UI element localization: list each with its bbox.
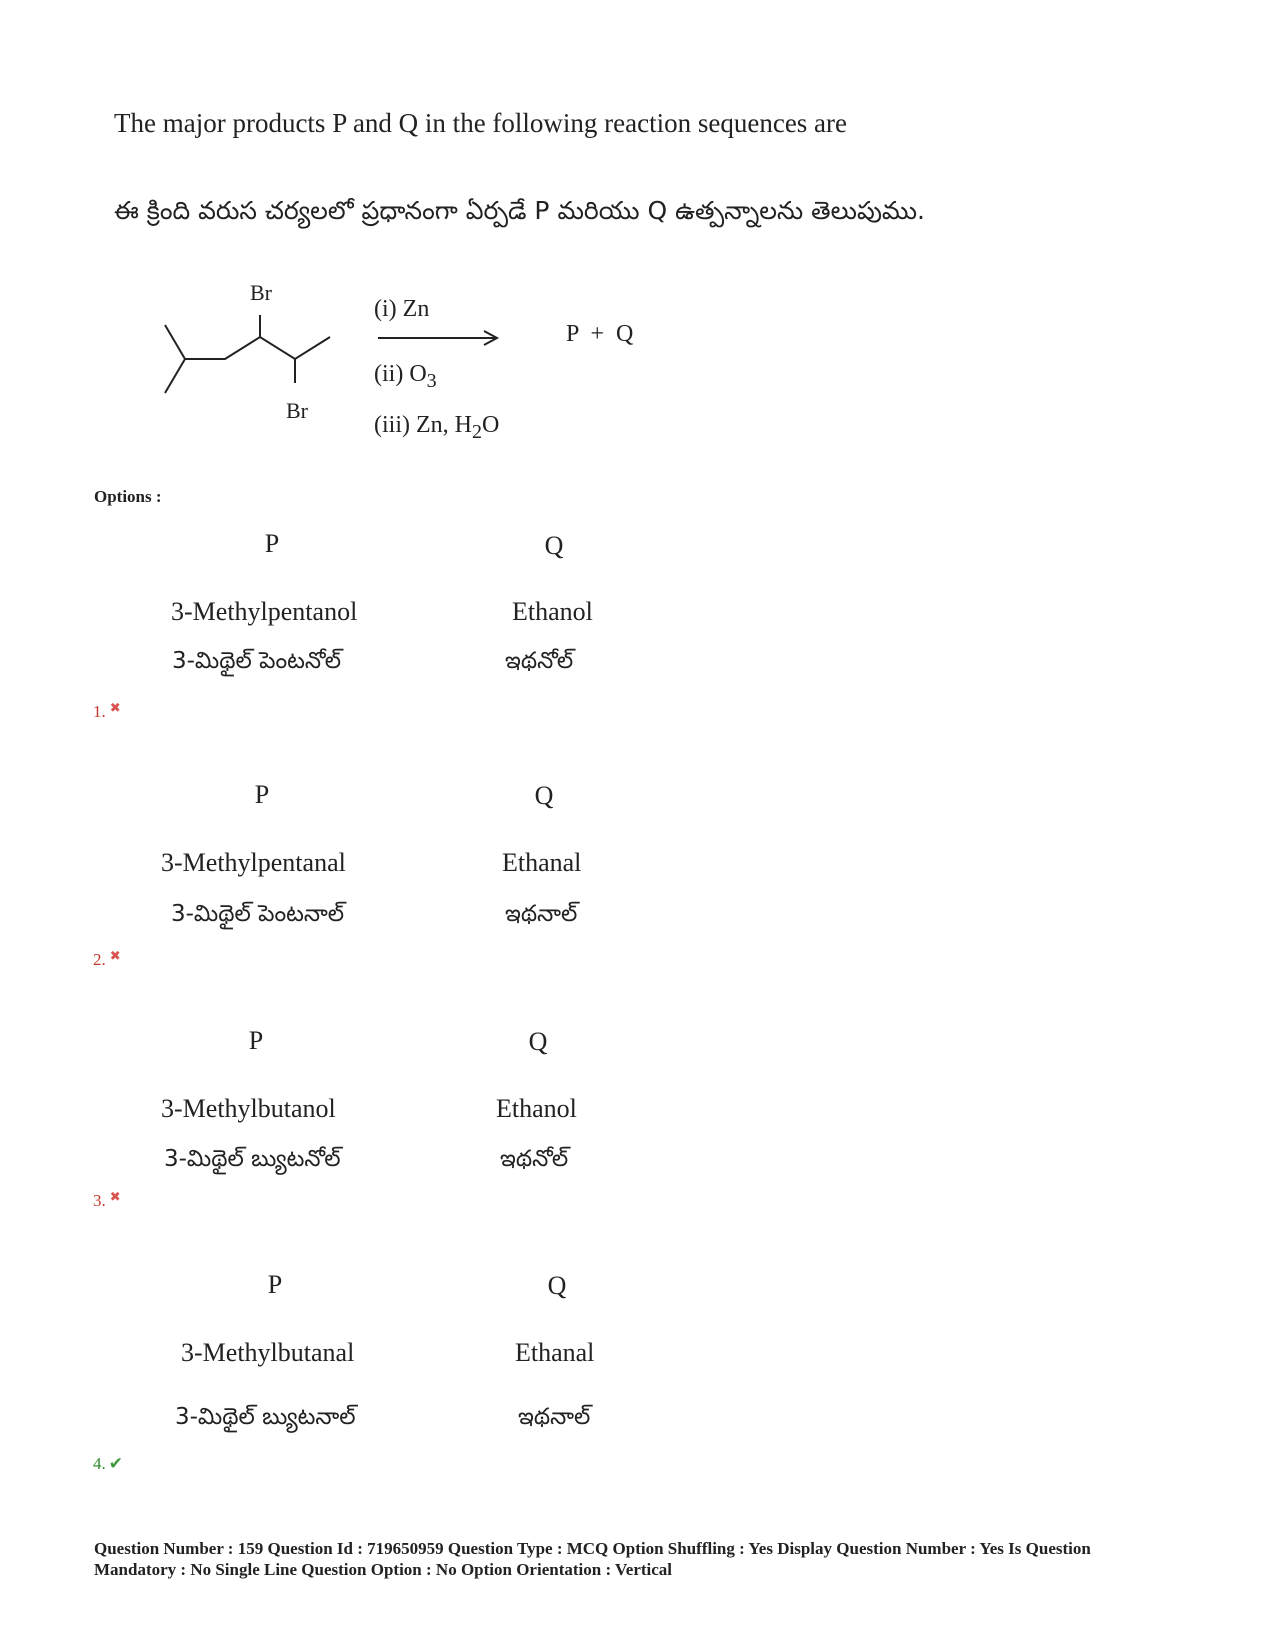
reaction-arrow bbox=[376, 328, 501, 348]
option-number: 2. ✖ bbox=[93, 948, 121, 969]
bromine-label-bottom: Br bbox=[286, 398, 308, 423]
reagent-step-2: (ii) $O_3$ bbox=[374, 361, 437, 392]
option-p-telugu: 3-మిథైల్ బ్యుటనాల్ bbox=[175, 1404, 356, 1430]
option-q-english: Ethanol bbox=[496, 1094, 577, 1123]
cross-icon: ✖ bbox=[109, 1189, 121, 1204]
option-p-header: P bbox=[267, 1270, 283, 1299]
option-number: 3. ✖ bbox=[93, 1189, 121, 1210]
reactant-structure bbox=[155, 315, 335, 405]
option-q-english: Ethanal bbox=[515, 1338, 595, 1367]
option-number: 4. ✔ bbox=[93, 1454, 123, 1473]
reagent-step-3: (iii) Zn, $H_2O$ bbox=[374, 412, 500, 443]
bromine-label-top: Br bbox=[250, 280, 272, 305]
option-p-telugu: 3-మిథైల్ బ్యుటనోల్ bbox=[164, 1146, 341, 1172]
cross-icon: ✖ bbox=[109, 948, 121, 963]
reagent-step-1: (i) Zn bbox=[374, 296, 430, 322]
option-q-telugu: ఇథనాల్ bbox=[518, 1404, 591, 1430]
option-p-header: P bbox=[254, 780, 270, 809]
option-q-english: Ethanol bbox=[512, 597, 593, 626]
option-p-english: 3-Methylpentanal bbox=[161, 848, 346, 877]
metadata-line-2: Mandatory : No Single Line Question Option : No Option Orientation : Vertical bbox=[94, 1560, 673, 1579]
option-p-header: P bbox=[264, 529, 280, 558]
checkmark-icon: ✔ bbox=[108, 1454, 123, 1473]
option-p-english: 3-Methylbutanol bbox=[161, 1094, 336, 1123]
metadata-line-1: Question Number : 159 Question Id : 719650959 Question Type : MCQ Option Shuffling : Yes Display Question Number : Yes Is Question bbox=[94, 1539, 1091, 1558]
option-q-header: Q bbox=[534, 781, 554, 810]
question-text-english: The major products P and Q in the following reaction sequences are bbox=[114, 108, 848, 138]
option-p-english: 3-Methylbutanal bbox=[181, 1338, 355, 1367]
option-q-header: Q bbox=[528, 1027, 548, 1056]
option-p-english: 3-Methylpentanol bbox=[171, 597, 358, 626]
option-q-telugu: ఇథనోల్ bbox=[500, 1146, 569, 1172]
options-label: Options : bbox=[94, 487, 162, 506]
option-q-header: Q bbox=[544, 531, 564, 560]
option-p-header: P bbox=[248, 1026, 264, 1055]
question-text-telugu: ఈ క్రింది వరుస చర్యలలో ప్రధానంగా ఏర్పడే P మరియు Q ఉత్పన్నాలను తెలుపుము. bbox=[114, 196, 925, 225]
reaction-products: P + Q bbox=[566, 321, 634, 347]
option-q-english: Ethanal bbox=[502, 848, 582, 877]
option-number: 1. ✖ bbox=[93, 700, 121, 721]
option-q-telugu: ఇథనాల్ bbox=[505, 901, 578, 927]
option-q-header: Q bbox=[547, 1271, 567, 1300]
option-p-telugu: 3-మిథైల్ పెంటనోల్ bbox=[172, 648, 342, 674]
option-p-telugu: 3-మిథైల్ పెంటనాల్ bbox=[171, 901, 345, 927]
cross-icon: ✖ bbox=[109, 700, 121, 715]
option-q-telugu: ఇథనోల్ bbox=[505, 648, 574, 674]
question-metadata bbox=[94, 1538, 1194, 1580]
